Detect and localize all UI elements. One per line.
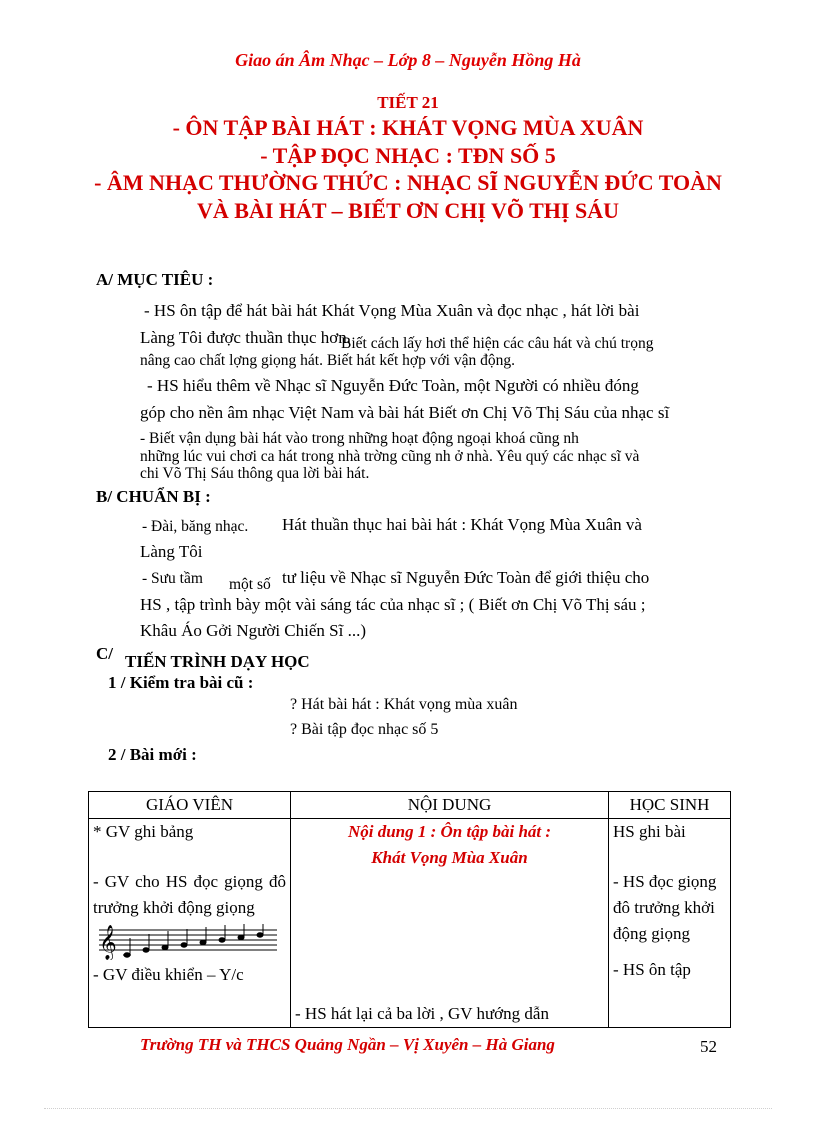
page-number: 52	[700, 1037, 717, 1056]
content-activity: - HS hát lại cả ba lời , GV hướng dẫn	[295, 1004, 549, 1023]
section-a-text: - HS ôn tập để hát bài hát Khát Vọng Mùa Xuân và đọc nhạc , hát lời bài	[144, 301, 640, 320]
lesson-plan-table	[88, 791, 731, 1028]
svg-text:𝄞: 𝄞	[99, 925, 117, 960]
section-b-text: tư liệu về Nhạc sĩ Nguyễn Đức Toàn để giới thiệu cho	[282, 568, 650, 587]
title-line-3: - ÂM NHẠC THƯỜNG THỨC : NHẠC SĨ NGUYỄN ĐỨC TOÀN	[94, 170, 722, 195]
section-b-text: - Đài, băng nhạc.	[142, 518, 249, 535]
page-footer: Trường TH và THCS Quảng Ngần – Vị Xuyên – Hà Giang	[140, 1035, 555, 1054]
column-header-student: HỌC SINH	[609, 792, 731, 819]
student-activity: - HS ôn tập	[613, 960, 691, 979]
teacher-activity: - GV cho HS đọc giọng đô trưởng khởi động giọng	[93, 872, 286, 917]
title-line-1: - ÔN TẬP BÀI HÁT : KHÁT VỌNG MÙA XUÂN	[172, 115, 644, 140]
title-line-2: - TẬP ĐỌC NHẠC : TĐN SỐ 5	[260, 142, 556, 168]
section-a-text: những lúc vui chơi ca hát trong nhà trờng cũng nh ở nhà. Yêu quý các nhạc sĩ và	[140, 448, 640, 465]
lesson-title-block	[0, 92, 816, 224]
section-b-text: Làng Tôi	[140, 542, 203, 561]
section-a-text: Biết cách lấy hơi thể hiện các câu hát và chú trọng	[341, 335, 654, 352]
teacher-activity: * GV ghi bảng	[93, 822, 194, 841]
section-a-text: góp cho nền âm nhạc Việt Nam và bài hát Biết ơn Chị Võ Thị Sáu của nhạc sĩ	[140, 403, 670, 422]
student-cell	[609, 819, 731, 1028]
student-activity: HS ghi bài	[613, 822, 686, 841]
song-title: Khát Vọng Mùa Xuân	[371, 848, 528, 867]
section-a-text: Làng Tôi được thuần thục hơn.	[140, 328, 352, 347]
section-b-text: một số	[229, 576, 271, 593]
content-cell	[291, 819, 609, 1028]
review-question: ? Hát bài hát : Khát vọng mùa xuân	[290, 696, 518, 713]
table-row	[89, 819, 731, 1028]
section-a-text: chi Võ Thị Sáu thông qua lời bài hát.	[140, 465, 370, 482]
section-a-text: nâng cao chất lợng giọng hát. Biết hát kết hợp với vận động.	[140, 352, 515, 369]
music-staff-image	[99, 924, 277, 960]
teacher-activity: - GV điều khiển – Y/c	[93, 965, 244, 984]
subsection-1-heading: 1 / Kiểm tra bài cũ :	[108, 673, 254, 692]
subsection-2-heading: 2 / Bài mới :	[108, 745, 197, 764]
section-c-heading: TIẾN TRÌNH DẠY HỌC	[125, 652, 310, 671]
content-heading: Nội dung 1 : Ôn tập bài hát :	[347, 822, 552, 841]
section-b-text: Hát thuần thục hai bài hát : Khát Vọng Mùa Xuân và	[282, 515, 642, 534]
review-question: ? Bài tập đọc nhạc số 5	[290, 721, 439, 738]
lesson-number: TIẾT 21	[377, 93, 439, 112]
treble-clef-scale-icon	[99, 924, 277, 960]
section-b-heading: B/ CHUẨN BỊ :	[96, 487, 211, 506]
section-b-text: HS , tập trình bày một vài sáng tác của nhạc sĩ ; ( Biết ơn Chị Võ Thị sáu ;	[140, 595, 646, 614]
teacher-cell	[89, 819, 291, 1028]
section-a-text: - Biết vận dụng bài hát vào trong những hoạt động ngoại khoá cũng nh	[140, 430, 579, 447]
section-b-text: - Sưu tầm	[142, 570, 203, 587]
section-c-label: C/	[96, 644, 113, 663]
student-activity: - HS đọc giọng đô trưởng khởi động giọng	[613, 872, 717, 943]
section-a-heading: A/ MỤC TIÊU :	[96, 270, 214, 289]
column-header-teacher: GIÁO VIÊN	[89, 792, 291, 819]
title-line-4: VÀ BÀI HÁT – BIẾT ƠN CHỊ VÕ THỊ SÁU	[197, 197, 619, 223]
column-header-content: NỘI DUNG	[291, 792, 609, 819]
page-bottom-divider	[44, 1108, 772, 1109]
table-header-row	[89, 792, 731, 819]
page-header: Giao án Âm Nhạc – Lớp 8 – Nguyễn Hồng Hà	[235, 50, 581, 70]
section-a-text: - HS hiểu thêm về Nhạc sĩ Nguyễn Đức Toàn, một Người có nhiều đóng	[147, 376, 639, 395]
section-b-text: Khâu Áo Gởi Người Chiến Sĩ ...)	[140, 621, 366, 640]
